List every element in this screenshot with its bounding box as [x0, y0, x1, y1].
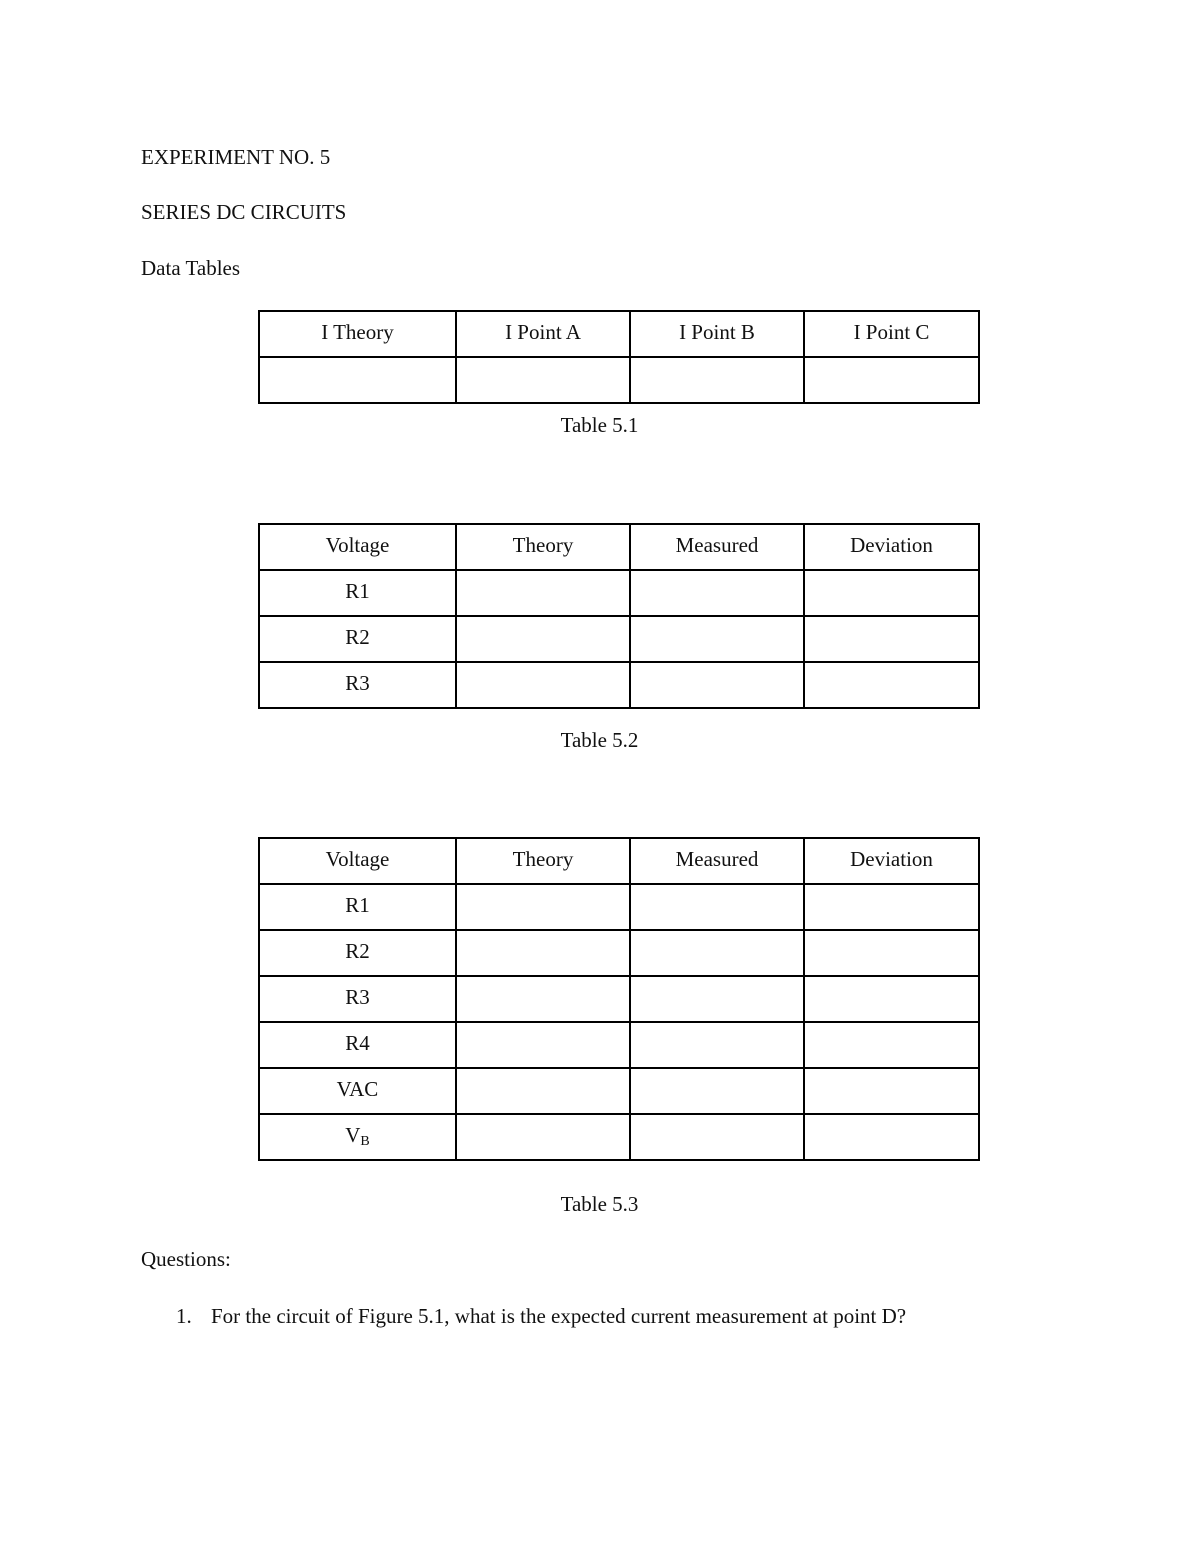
table-cell-empty[interactable]: [630, 1114, 804, 1160]
table-cell-empty[interactable]: [456, 884, 630, 930]
table-row: [259, 976, 979, 1022]
row-label-cell: VAC: [259, 1068, 456, 1114]
table-caption: Table 5.1: [560, 413, 639, 437]
table-header-cell: Deviation: [804, 838, 979, 884]
table-cell-empty[interactable]: [630, 1022, 804, 1068]
table-5-2: [258, 523, 980, 709]
table-cell-empty[interactable]: [456, 616, 630, 662]
table-cell-empty[interactable]: [456, 1022, 630, 1068]
table-row: [259, 884, 979, 930]
row-label-cell: R1: [259, 884, 456, 930]
table-cell-empty[interactable]: [804, 1068, 979, 1114]
table-cell-empty[interactable]: [630, 884, 804, 930]
table-row: [259, 930, 979, 976]
table-caption: Table 5.2: [560, 728, 639, 752]
row-label-cell: R3: [259, 976, 456, 1022]
table-cell-empty[interactable]: [456, 1068, 630, 1114]
table-header-cell: Voltage: [259, 838, 456, 884]
table-cell-empty[interactable]: [804, 357, 979, 403]
table-cell-empty[interactable]: [630, 357, 804, 403]
row-label-cell: [259, 1114, 456, 1160]
experiment-title-heading: SERIES DC CIRCUITS: [141, 200, 347, 224]
table-cell-empty[interactable]: [456, 976, 630, 1022]
row-label-cell: R1: [259, 570, 456, 616]
table-cell-empty[interactable]: [456, 357, 630, 403]
table-cell-empty[interactable]: [804, 570, 979, 616]
table-cell-empty[interactable]: [630, 570, 804, 616]
data-tables-heading: Data Tables: [141, 256, 241, 280]
table-cell-empty[interactable]: [804, 662, 979, 708]
table-header-cell: Theory: [456, 838, 630, 884]
table-row: [259, 570, 979, 616]
table-cell-empty[interactable]: [630, 616, 804, 662]
table-header-row: [259, 524, 979, 570]
table-header-cell: Measured: [630, 838, 804, 884]
row-label-main: V: [345, 1123, 361, 1147]
table-row: [259, 1022, 979, 1068]
table-header-cell: Voltage: [259, 524, 456, 570]
table-row: [259, 616, 979, 662]
table-5-1: [258, 310, 980, 404]
table-header-cell: Deviation: [804, 524, 979, 570]
table-header-cell: I Point C: [804, 311, 979, 357]
table-cell-empty[interactable]: [259, 357, 456, 403]
row-label-cell: R3: [259, 662, 456, 708]
table-5-3: [258, 837, 980, 1161]
table-cell-empty[interactable]: [456, 930, 630, 976]
question-text: For the circuit of Figure 5.1, what is the expected current measurement at point D?: [211, 1304, 907, 1328]
table-cell-empty[interactable]: [804, 930, 979, 976]
row-label-cell: R2: [259, 930, 456, 976]
table-row: [259, 1068, 979, 1114]
table-cell-empty[interactable]: [630, 930, 804, 976]
table-caption: Table 5.3: [560, 1192, 639, 1216]
table-cell-empty[interactable]: [630, 662, 804, 708]
table-cell-empty[interactable]: [804, 1114, 979, 1160]
question-number: 1.: [176, 1304, 192, 1328]
row-label-cell: R4: [259, 1022, 456, 1068]
question-item: [176, 1304, 906, 1328]
table-cell-empty[interactable]: [804, 884, 979, 930]
table-cell-empty[interactable]: [804, 976, 979, 1022]
table-row: [259, 357, 979, 403]
table-row: [259, 1114, 979, 1160]
table-cell-empty[interactable]: [804, 1022, 979, 1068]
table-header-cell: Theory: [456, 524, 630, 570]
experiment-number-heading: EXPERIMENT NO. 5: [141, 145, 331, 169]
table-row: [259, 662, 979, 708]
row-label-subscript: B: [360, 1134, 370, 1149]
row-label-cell: R2: [259, 616, 456, 662]
table-cell-empty[interactable]: [804, 616, 979, 662]
table-cell-empty[interactable]: [630, 976, 804, 1022]
table-header-row: [259, 838, 979, 884]
table-header-cell: Measured: [630, 524, 804, 570]
table-header-cell: I Theory: [259, 311, 456, 357]
table-header-cell: I Point B: [630, 311, 804, 357]
table-cell-empty[interactable]: [456, 662, 630, 708]
table-cell-empty[interactable]: [456, 1114, 630, 1160]
table-cell-empty[interactable]: [456, 570, 630, 616]
table-header-row: [259, 311, 979, 357]
table-cell-empty[interactable]: [630, 1068, 804, 1114]
questions-heading: Questions:: [141, 1247, 231, 1271]
table-header-cell: I Point A: [456, 311, 630, 357]
